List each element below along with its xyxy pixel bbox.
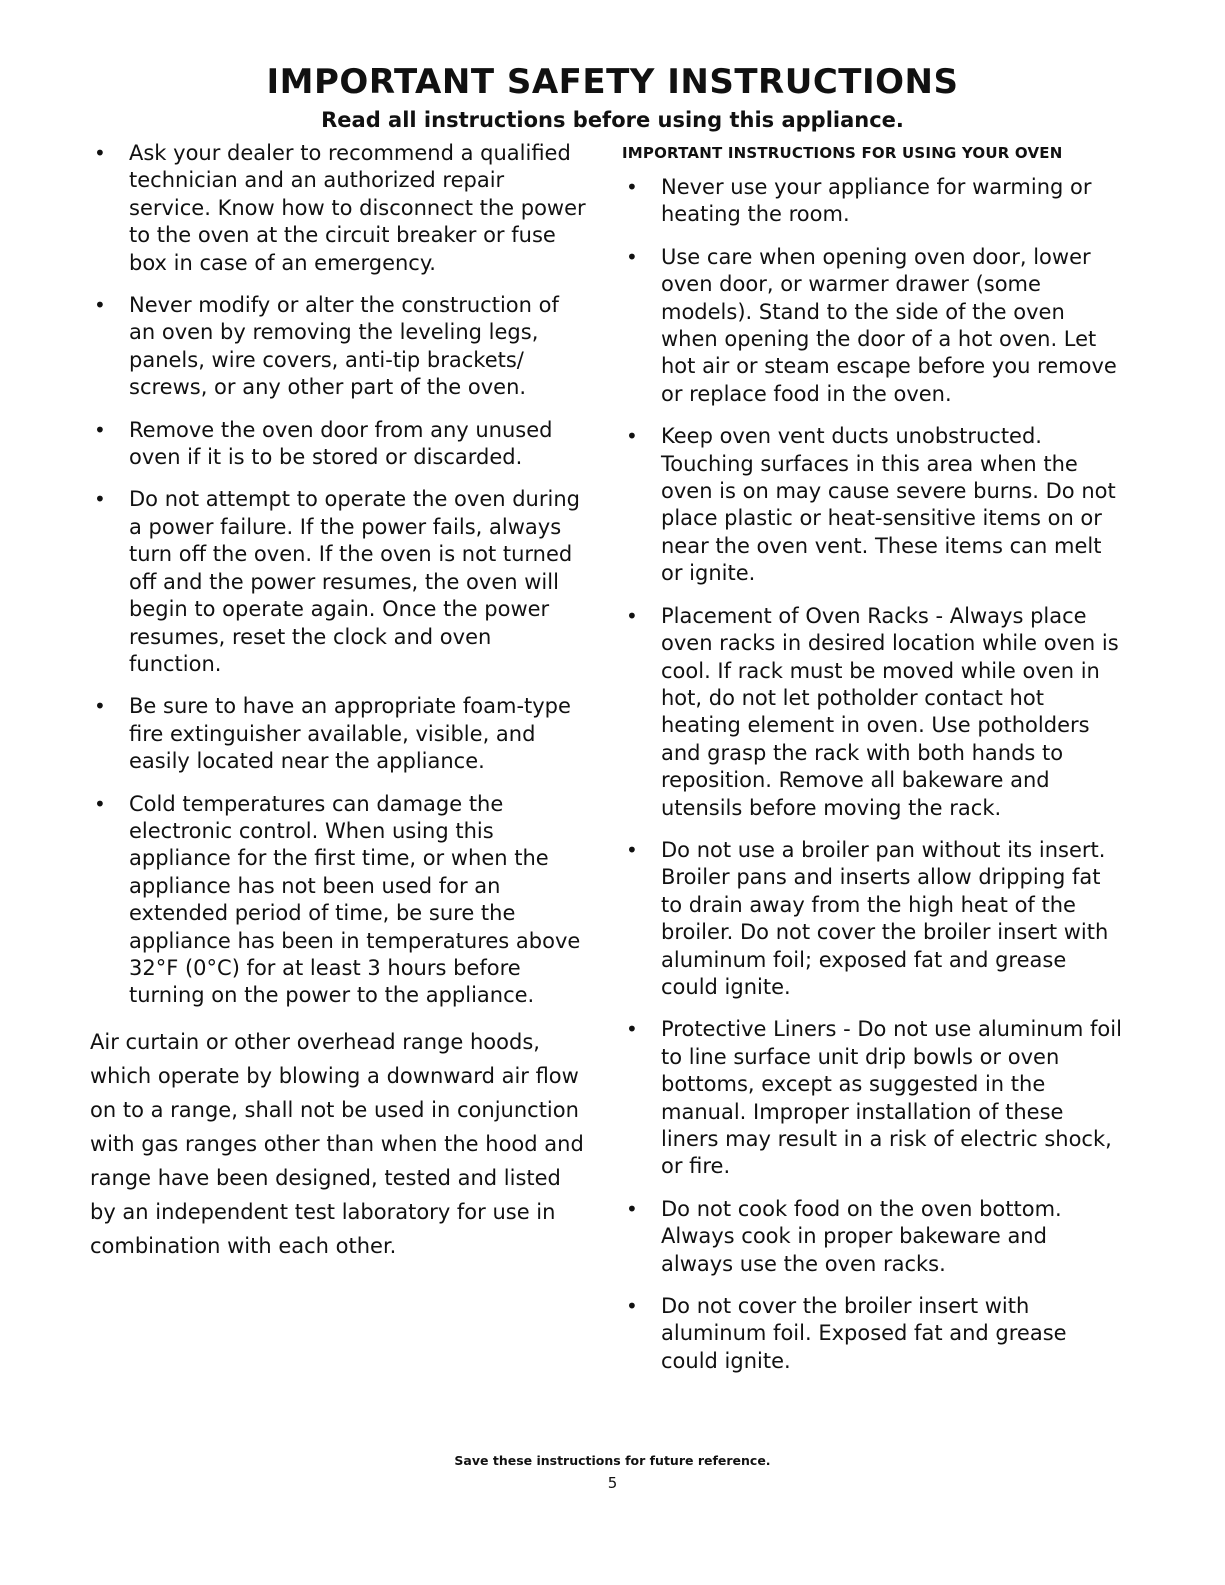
range-hood-paragraph: Air curtain or other overhead range hoods, which operate by blowing a downward air flow on to a range, shall not be used in conjunction with gas ranges other than when the hood and range have been designed, tested and listed by an independent test laboratory for use in combination with each other. [90,1029,584,1258]
list-item: • Do not use a broiler pan without its insert. Broiler pans and inserts allow dripping fat to drain away from the high heat of the broiler. Do not cover the broiler insert with aluminum foil; exposed fat and grease could ignite. [622,837,1122,1001]
list-item: • Cold temperatures can damage the electronic control. When using this appliance for the first time, or when the appliance has not been used for an extended period of time, be sure the appliance has been in temperatures above 32°F (0°C) for at least 3 hours before turning on the power to the appliance. [90,791,590,1010]
left-column [90,140,590,1263]
list-item: • Use care when opening oven door, lower oven door, or warmer drawer (some models). Stand to the side of the oven when opening the door of a hot oven. Let hot air or steam escape before you remove or replace food in the oven. [622,244,1122,408]
list-item: • Never modify or alter the construction of an oven by removing the leveling legs, panels, wire covers, anti-tip brackets/ screws, or any other part of the oven. [90,292,590,402]
right-column [622,140,1122,1390]
list-item: • Ask your dealer to recommend a qualified technician and an authorized repair service. Know how to disconnect the power to the oven at the circuit breaker or fuse box in case of an emergency. [90,140,590,277]
left-bullet-list [90,140,590,1010]
list-item: • Do not cook food on the oven bottom. Always cook in proper bakeware and always use the oven racks. [622,1196,1122,1278]
list-item: • Be sure to have an appropriate foam-type fire extinguisher available, visible, and easily located near the appliance. [90,693,590,775]
list-item: • Protective Liners - Do not use aluminum foil to line surface unit drip bowls or oven bottoms, except as suggested in the manual. Improper installation of these liners may result in a risk of electric shock, or fire. [622,1016,1122,1180]
list-item: • Never use your appliance for warming or heating the room. [622,174,1122,229]
list-item: • Keep oven vent ducts unobstructed. Touching surfaces in this area when the oven is on may cause severe burns. Do not place plastic or heat-sensitive items on or near the oven vent. These items can melt or ignite. [622,423,1122,587]
section-heading: IMPORTANT INSTRUCTIONS FOR USING YOUR OVEN [622,144,1063,162]
footer-note: Save these instructions for future reference. [454,1453,771,1468]
list-item: • Do not cover the broiler insert with aluminum foil. Exposed fat and grease could ignite. [622,1293,1122,1375]
right-bullet-list [622,174,1122,1375]
list-item: • Remove the oven door from any unused oven if it is to be stored or discarded. [90,417,590,472]
list-item: • Placement of Oven Racks - Always place oven racks in desired location while oven is cool. If rack must be moved while oven in hot, do not let potholder contact hot heating element in oven. Use potholders and grasp the rack with both hands to reposition. Remove all bakeware and utensils before moving the rack. [622,603,1122,822]
list-item: • Do not attempt to operate the oven during a power failure. If the power fails, always turn off the oven. If the oven is not turned off and the power resumes, the oven will begin to operate again. Once the power resumes, reset the clock and oven function. [90,486,590,678]
page-subtitle: Read all instructions before using this appliance. [321,108,904,132]
page-title: IMPORTANT SAFETY INSTRUCTIONS [266,62,959,102]
page-number: 5 [607,1474,618,1492]
